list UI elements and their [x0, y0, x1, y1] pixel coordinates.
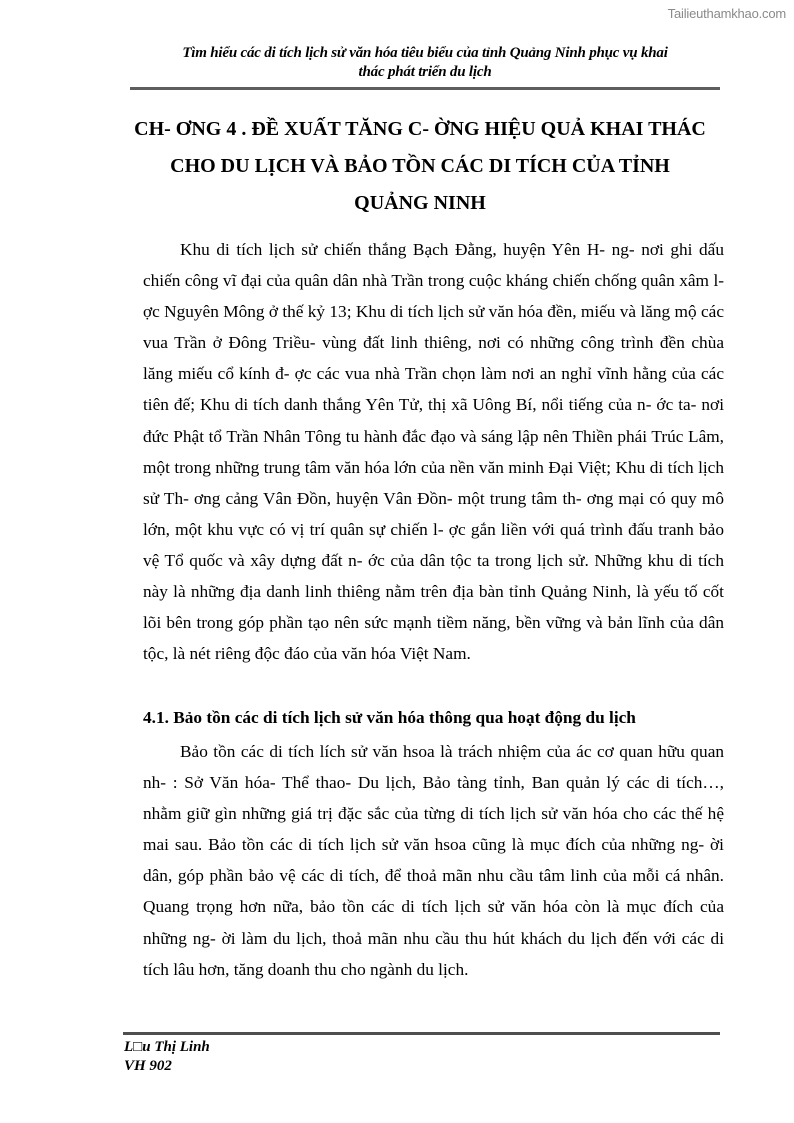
paragraph-section-4-1-text: Bảo tồn các di tích lích sử văn hsoa là trách nhiệm của ác cơ quan hữu quan nh- : Sở Văn hóa- Thể thao- Du lịch, Bảo tàng tỉnh, Ban quản lý các di tích…, nhằm giữ gìn những giá trị đặc sắc của từng di tích lịch sử văn hóa cho các thế hệ mai sau. Bảo tồn các di tích lịch sử văn hsoa cũng là mục đích của những ng- ời dân, góp phần bảo vệ các di tích, để thoả mãn nhu cầu tâm linh của mỗi cá nhân. Quang trọng hơn nữa, bảo tồn các di tích lịch sử văn hóa còn là mục đích của những ng- ời làm du lịch, thoả mãn nhu cầu thu hút khách du lịch đến với các di tích lâu hơn, tăng doanh thu cho ngành du lịch.	[143, 742, 724, 979]
paragraph-intro	[143, 234, 724, 669]
footer-divider	[123, 1032, 720, 1035]
header-divider	[130, 87, 720, 90]
paragraph-intro-text: Khu di tích lịch sử chiến thắng Bạch Đằng, huyện Yên H- ng- nơi ghi dấu chiến công vĩ đại của quân dân nhà Trần trong cuộc kháng chiến chống quân xâm l- ợc Nguyên Mông ở thế kỷ 13; Khu di tích lịch sử văn hóa đền, miếu và lăng mộ các vua Trần ở Đông Triều- vùng đất linh thiêng, nơi có những công trình đền chùa lăng miếu cổ kính đ- ợc các vua nhà Trần chọn làm nơi an nghỉ vĩnh hằng của các tiên đế; Khu di tích danh thắng Yên Tử, thị xã Uông Bí, nổi tiếng của n- ớc ta- nơi đức Phật tổ Trần Nhân Tông tu hành đắc đạo và sáng lập nên Thiền phái Trúc Lâm, một trong những trung tâm văn hóa lớn của nền văn minh Đại Việt; Khu di tích lịch sử Th- ơng cảng Vân Đồn, huyện Vân Đồn- một trung tâm th- ơng mại có quy mô lớn, một khu vực có vị trí quân sự chiến l- ợc gắn liền với quá trình đấu tranh bảo vệ Tổ quốc và xây dựng đất n- ớc của dân tộc ta trong lịch sử. Những khu di tích này là những địa danh linh thiêng nằm trên địa bàn tỉnh Quảng Ninh, là yếu tố cốt lõi bên trong góp phần tạo nên sức mạnh tiềm năng, bền vững và bản lĩnh của dân tộc, là nét riêng độc đáo của văn hóa Việt Nam.	[143, 240, 724, 664]
chapter-title-line-1: CH- ƠNG 4 . ĐỀ XUẤT TĂNG C- ỜNG HIỆU QUẢ KHAI THÁC	[134, 118, 706, 140]
footer-class-code: VH 902	[124, 1058, 172, 1074]
running-header	[125, 44, 725, 82]
chapter-title-line-3: QUẢNG NINH	[354, 192, 486, 214]
footer-author: L□u Thị Linh	[124, 1039, 210, 1055]
section-heading-4-1: 4.1. Bảo tồn các di tích lịch sử văn hóa thông qua hoạt động du lịch	[143, 708, 636, 727]
chapter-title-line-2-part-1: CHO DU	[170, 155, 255, 177]
chapter-title-line-2-part-2: VÀ BẢO TỒN CÁC DI TÍCH CỦA TỈNH	[305, 155, 670, 177]
paragraph-section-4-1	[143, 736, 724, 985]
running-header-line-1: Tìm hiểu các di tích lịch sử văn hóa tiêu biểu của tỉnh Quảng Ninh phục vụ khai	[182, 45, 668, 61]
watermark: Tailieuthamkhao.com	[667, 6, 786, 21]
chapter-title	[110, 111, 730, 222]
chapter-title-line-2	[110, 148, 730, 185]
chapter-title-line-2-smallcaps: LỊCH	[254, 155, 306, 177]
running-header-line-2: thác phát triển du lịch	[358, 64, 492, 80]
